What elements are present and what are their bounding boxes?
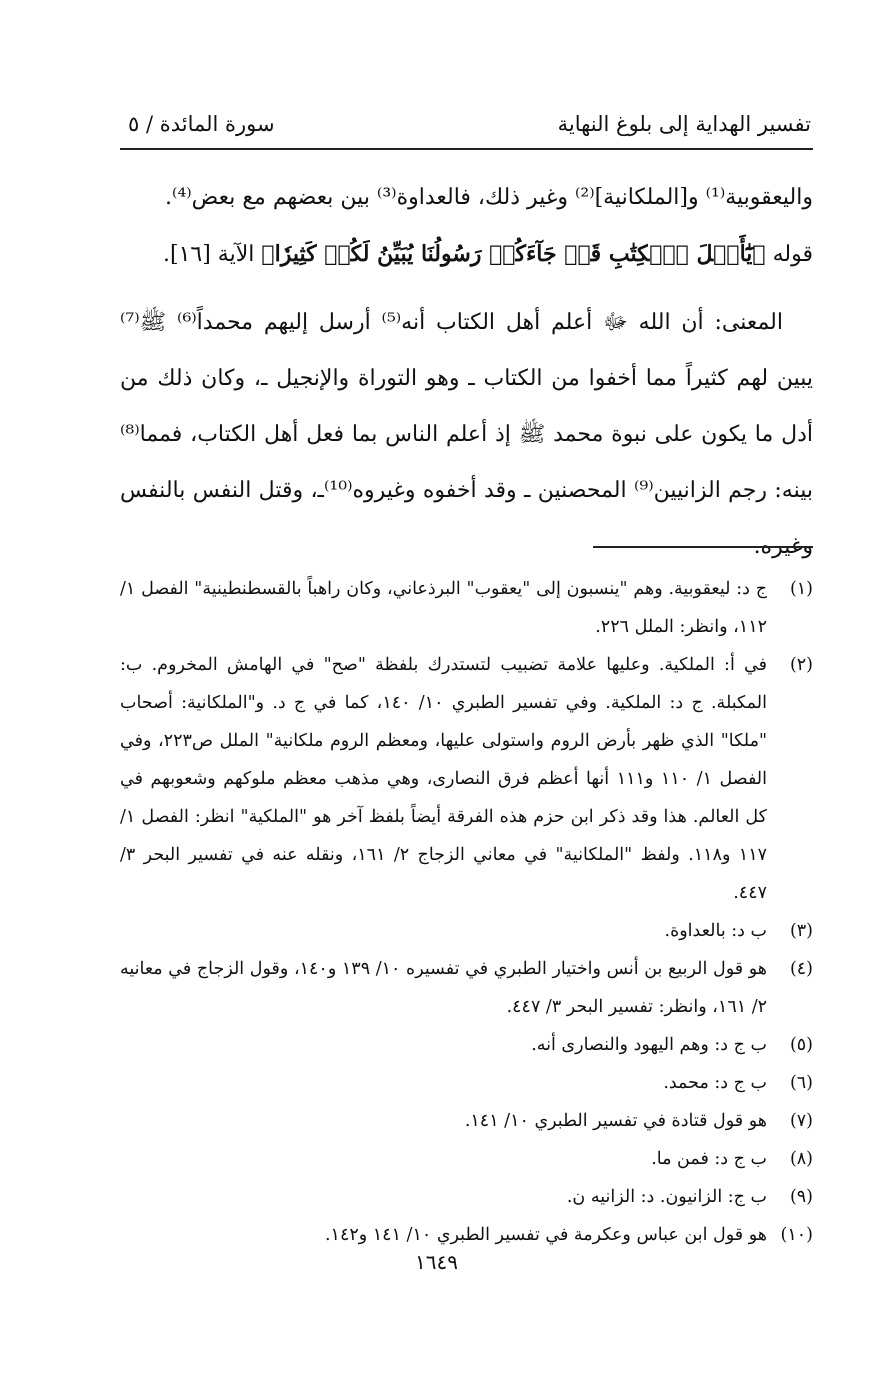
footnote (120, 1026, 813, 1064)
main-text (120, 170, 813, 575)
footnote (120, 1140, 813, 1178)
footnote-number: (٥) (789, 1035, 813, 1055)
footnote (120, 570, 813, 646)
footnote (120, 1064, 813, 1102)
section-title: سورة المائدة / ٥ (128, 112, 275, 136)
book-title: تفسير الهداية إلى بلوغ النهاية (557, 112, 811, 136)
footnote-text: ب د: بالعداوة. (664, 921, 767, 941)
footnote-text: ب ج د: محمد. (663, 1073, 767, 1093)
footnote (120, 912, 813, 950)
verse-prefix: قوله (772, 242, 813, 267)
footnote-number: (٩) (789, 1187, 813, 1207)
footnotes (120, 570, 813, 1254)
footnote (120, 950, 813, 1026)
footnote-number: (٨) (789, 1149, 813, 1169)
footnote-text: هو قول الربيع بن أنس واختيار الطبري في تفسيره ١٠/ ١٣٩ و١٤٠، وقول الزجاج في معانيه ٢/ ١٦١، وانظر: تفسير البحر ٣/ ٤٤٧. (120, 959, 767, 1017)
footnote-text: ب ج: الزانيون. د: الزانيه ن. (566, 1187, 767, 1207)
footnote-text: في أ: الملكية. وعليها علامة تضبيب لتستدرك بلفظة "صح" في الهامش المخروم. ب: المكبلة. ج د: الملكية. وفي تفسير الطبري ١٠/ ١٤٠، كما في ج د. و"الملكانية: أصحاب "ملكا" الذي ظهر بأرض الروم واستولى عليها، ومعظم الروم ملكانية" الملل ص٢٢٣، وفي الفصل ١/ ١١٠ و١١١ أنها أعظم فرق النصارى، وهي مذهب معظم ملوكهم وشعوبهم في كل العالم. هذا وقد ذكر ابن حزم هذه الفرقة أيضاً بلفظ آخر هو "الملكية" انظر: الفصل ١/ ١١٧ و١١٨. ولفظ "الملكانية" في معاني الزجاج ٢/ ١٦١، ونقله عنه في تفسير البحر ٣/ ٤٤٧. (120, 655, 768, 903)
footnote-divider (593, 546, 813, 548)
footnote-text: ج د: ليعقوبية. وهم "ينسبون إلى "يعقوب" البرذعاني، وكان راهباً بالقسطنطينية" الفصل ١/ ١١٢، وانظر: الملل ٢٢٦. (120, 579, 767, 637)
footnote-number: (١) (789, 579, 813, 599)
footnote-number: (٧) (789, 1111, 813, 1131)
footnote (120, 646, 813, 912)
footnote-number: (٢) (789, 655, 813, 675)
footnote-number: (١٠) (780, 1225, 813, 1245)
footnote-text: هو قول ابن عباس وعكرمة في تفسير الطبري ١٠/ ١٤١ و١٤٢. (324, 1225, 767, 1245)
footnote (120, 1178, 813, 1216)
footnote-text: هو قول قتادة في تفسير الطبري ١٠/ ١٤١. (464, 1111, 767, 1131)
footnote-number: (٣) (789, 921, 813, 941)
footnote (120, 1216, 813, 1254)
page-number: ١٦٤٩ (415, 1250, 458, 1274)
footnote-text: ب ج د: وهم اليهود والنصارى أنه. (531, 1035, 767, 1055)
verse-line (120, 226, 813, 283)
footnote-number: (٦) (789, 1073, 813, 1093)
main-line-1: واليعقوبية⁽¹⁾ و[الملكانية]⁽²⁾ وغير ذلك، فالعداوة⁽³⁾ بين بعضهم مع بعض⁽⁴⁾. (165, 185, 813, 210)
footnote-text: ب ج د: فمن ما. (651, 1149, 767, 1169)
verse-suffix: الآية [١٦]. (163, 242, 255, 267)
quran-verse: ﴿يَٰٓأَهۡلَ ٱلۡكِتَٰبِ قَدۡ جَآءَكُمۡ رَسُولُنَا يُبَيِّنُ لَكُمۡ كَثِيرٗا﴾ (261, 241, 766, 267)
footnote-number: (٤) (789, 959, 813, 979)
page-header (120, 108, 813, 150)
footnote (120, 1102, 813, 1140)
meaning-paragraph: المعنى: أن الله ﷻ أعلم أهل الكتاب أنه⁽⁵⁾ أرسل إليهم محمداً⁽⁶⁾ ﷺ⁽⁷⁾ يبين لهم كثيراً مما أخفوا من الكتاب ـ وهو التوراة والإنجيل ـ، وكان ذلك من أدل ما يكون على نبوة محمد ﷺ إذ أعلم الناس بما فعل أهل الكتاب، فمما⁽⁸⁾ بينه: رجم الزانيين⁽⁹⁾ المحصنين ـ وقد أخفوه وغيروه⁽¹⁰⁾ـ، وقتل النفس بالنفس وغيره. (120, 310, 813, 559)
